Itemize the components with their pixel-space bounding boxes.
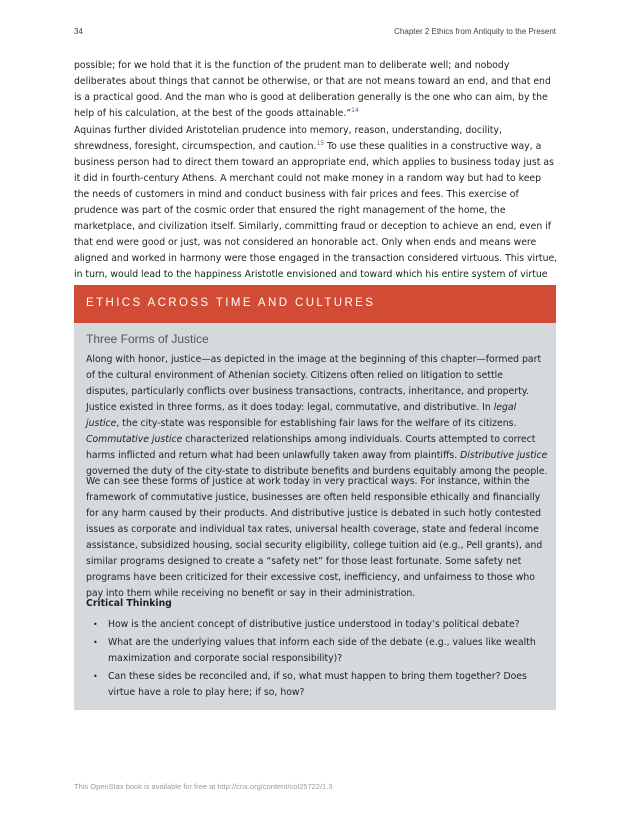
feature-banner-title: ETHICS ACROSS TIME AND CULTURES	[86, 297, 376, 309]
list-item	[86, 635, 548, 667]
question-text: How is the ancient concept of distributive justice understood in today’s political debate?	[108, 619, 520, 630]
bullet-icon: •	[93, 672, 98, 681]
chapter-title: Chapter 2 Ethics from Antiquity to the Present	[394, 27, 556, 36]
page-number: 34	[74, 27, 83, 36]
feature-subtitle: Three Forms of Justice	[86, 332, 209, 346]
footer-note: This OpenStax book is available for free at http://cnx.org/content/col25722/1.3	[74, 782, 333, 791]
list-item	[86, 669, 548, 701]
question-text: What are the underlying values that inform each side of the debate (e.g., values like wealth maximization and corporate social responsibility)?	[108, 637, 536, 664]
paragraph-text: Aquinas further divided Aristotelian prudence into memory, reason, understanding, docility, shrewdness, foresight, circumspection, and caution.	[74, 125, 502, 152]
feature-paragraph-2: We can see these forms of justice at work today in very practical ways. For instance, within the framework of commutative justice, businesses are often held responsible ethically and financially for any harm caused by their products. And distributive justice is debated in such hotly contested issues as corporate and individual tax rates, universal health coverage, state and federal income assistance, subsidized housing, social security eligibility, college tuition aid (e.g., Pell grants), and similar programs designed to create a “safety net” for those least fortunate. Some safety net programs have been criticized for their excessive cost, inefficiency, and unfairness to those who pay into them while receiving no benefit or say in their administration.	[86, 476, 543, 599]
footnote-ref-15[interactable]: 15	[316, 139, 325, 147]
critical-thinking-heading: Critical Thinking	[86, 598, 172, 609]
feature-banner	[74, 285, 556, 323]
term-distributive-justice: Distributive justice	[460, 450, 548, 461]
bullet-icon: •	[93, 638, 98, 647]
feature-paragraph-1	[86, 352, 548, 480]
paragraph-text: , the city-state was responsible for establishing fair laws for the welfare of its citizens.	[116, 418, 517, 429]
term-legal-justice: legal justice	[86, 402, 517, 429]
paragraph-aristotle-quote	[74, 58, 558, 122]
list-item	[86, 617, 548, 633]
question-text: Can these sides be reconciled and, if so, what must happen to bring them together? Does virtue have a role to play here; if so, how?	[108, 671, 527, 698]
paragraph-text: To use these qualities in a constructive way, a business person had to direct them toward an appropriate end, which applies to business today just as it did in fourth-century Athens. A merchant could not make money in a random way but had to keep the needs of customers in mind and conduct business with fair prices and fees. This exercise of prudence was part of the cosmic order that ensured the right management of the home, the marketplace, and civilization itself. Similarly, committing fraud or deception to achieve an end, even if that end were good or just, was not considered an honorable act. Only when ends and means were aligned and worked in harmony were those engaged in the transaction considered virtuous. This virtue, in turn, would lead to the happiness Aristotle envisioned and toward which his entire system of virtue	[74, 141, 558, 280]
paragraph-text: governed the duty of the city-state to distribute benefits and burdens equitably among the people.	[86, 466, 548, 477]
footnote-ref-14[interactable]: 14	[351, 106, 359, 114]
paragraph-text: Along with honor, justice—as depicted in the image at the beginning of this chapter—formed part of the cultural environment of Athenian society. Citizens often relied on litigation to settle disputes, particularly conflicts over business transactions, contracts, inheritance, and property. Justice existed in three forms, as it does today: legal, commutative, and distributive. In	[86, 354, 542, 413]
paragraph-text: characterized relationships among individuals. Courts attempted to correct harms inflicted and return what had been unlawfully taken away from plaintiffs.	[86, 434, 536, 461]
critical-thinking-list	[86, 617, 548, 703]
paragraph-aquinas	[74, 123, 558, 299]
paragraph-text: possible; for we hold that it is the function of the prudent man to deliberate well; and nobody deliberates about things that cannot be otherwise, or that are not means toward an end, and that end is a practical good. And the man who is good at deliberation generally is the one who can aim, by the help of his calculation, at the best of the goods attainable.”	[74, 60, 551, 119]
feature-box	[74, 285, 556, 710]
bullet-icon: •	[93, 620, 98, 629]
term-commutative-justice: Commutative justice	[86, 434, 183, 445]
